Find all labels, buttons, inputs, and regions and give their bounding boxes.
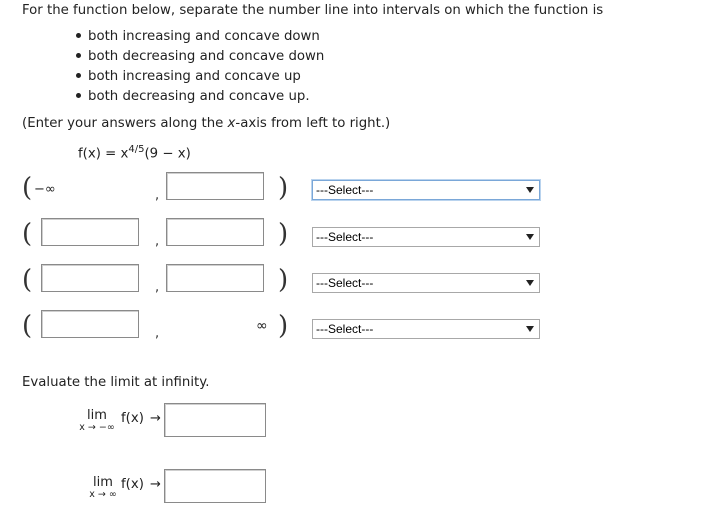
comma: , bbox=[155, 234, 160, 249]
interval-2-start-input[interactable] bbox=[41, 218, 139, 246]
list-item: both decreasing and concave down bbox=[70, 47, 324, 67]
open-paren: ( bbox=[22, 311, 33, 341]
interval-3-end-input[interactable] bbox=[166, 264, 264, 292]
condition-list bbox=[70, 27, 324, 107]
interval-2-select[interactable]: ---Select--- bbox=[312, 227, 540, 247]
limits-heading: Evaluate the limit at infinity. bbox=[22, 375, 210, 390]
limit-function: f(x) bbox=[121, 411, 144, 426]
limit-pos-infinity-input[interactable] bbox=[164, 469, 266, 503]
interval-4-select[interactable]: ---Select--- bbox=[312, 319, 540, 339]
function-definition: $f(x) = x^{4/5}(9 - x)$ bbox=[78, 144, 191, 162]
interval-3-select[interactable]: ---Select--- bbox=[312, 273, 540, 293]
bullet-icon bbox=[76, 73, 81, 78]
interval-2-end-input[interactable] bbox=[166, 218, 264, 246]
limit-expression: lim x → ∞ bbox=[89, 475, 117, 500]
comma: , bbox=[155, 326, 160, 341]
list-item: both decreasing and concave up. bbox=[70, 87, 324, 107]
close-paren: ) bbox=[278, 173, 289, 203]
close-paren: ) bbox=[278, 311, 289, 341]
dropdown-arrow-icon bbox=[526, 187, 534, 193]
neg-infinity-label: −∞ bbox=[34, 182, 56, 197]
question-intro: For the function below, separate the number line into intervals on which the function is bbox=[22, 3, 604, 18]
dropdown-arrow-icon bbox=[526, 234, 534, 240]
instruction-text: (Enter your answers along the x-axis from left to right.) bbox=[22, 116, 391, 131]
arrow-right-icon: → bbox=[150, 411, 161, 426]
bullet-icon bbox=[76, 93, 81, 98]
pos-infinity-label: ∞ bbox=[256, 318, 268, 334]
interval-4-start-input[interactable] bbox=[41, 310, 139, 338]
interval-1-select[interactable]: ---Select--- bbox=[312, 180, 540, 200]
dropdown-arrow-icon bbox=[526, 280, 534, 286]
arrow-right-icon: → bbox=[150, 477, 161, 492]
open-paren: ( bbox=[22, 219, 33, 249]
list-item: both increasing and concave down bbox=[70, 27, 324, 47]
interval-1-end-input[interactable] bbox=[166, 172, 264, 200]
open-paren: ( bbox=[22, 173, 33, 203]
limit-expression: lim x → −∞ bbox=[79, 408, 115, 433]
list-item: both increasing and concave up bbox=[70, 67, 324, 87]
close-paren: ) bbox=[278, 219, 289, 249]
comma: , bbox=[155, 188, 160, 203]
close-paren: ) bbox=[278, 265, 289, 295]
bullet-icon bbox=[76, 33, 81, 38]
bullet-icon bbox=[76, 53, 81, 58]
dropdown-arrow-icon bbox=[526, 326, 534, 332]
open-paren: ( bbox=[22, 265, 33, 295]
comma: , bbox=[155, 280, 160, 295]
limit-function: f(x) bbox=[121, 477, 144, 492]
interval-3-start-input[interactable] bbox=[41, 264, 139, 292]
limit-neg-infinity-input[interactable] bbox=[164, 403, 266, 437]
